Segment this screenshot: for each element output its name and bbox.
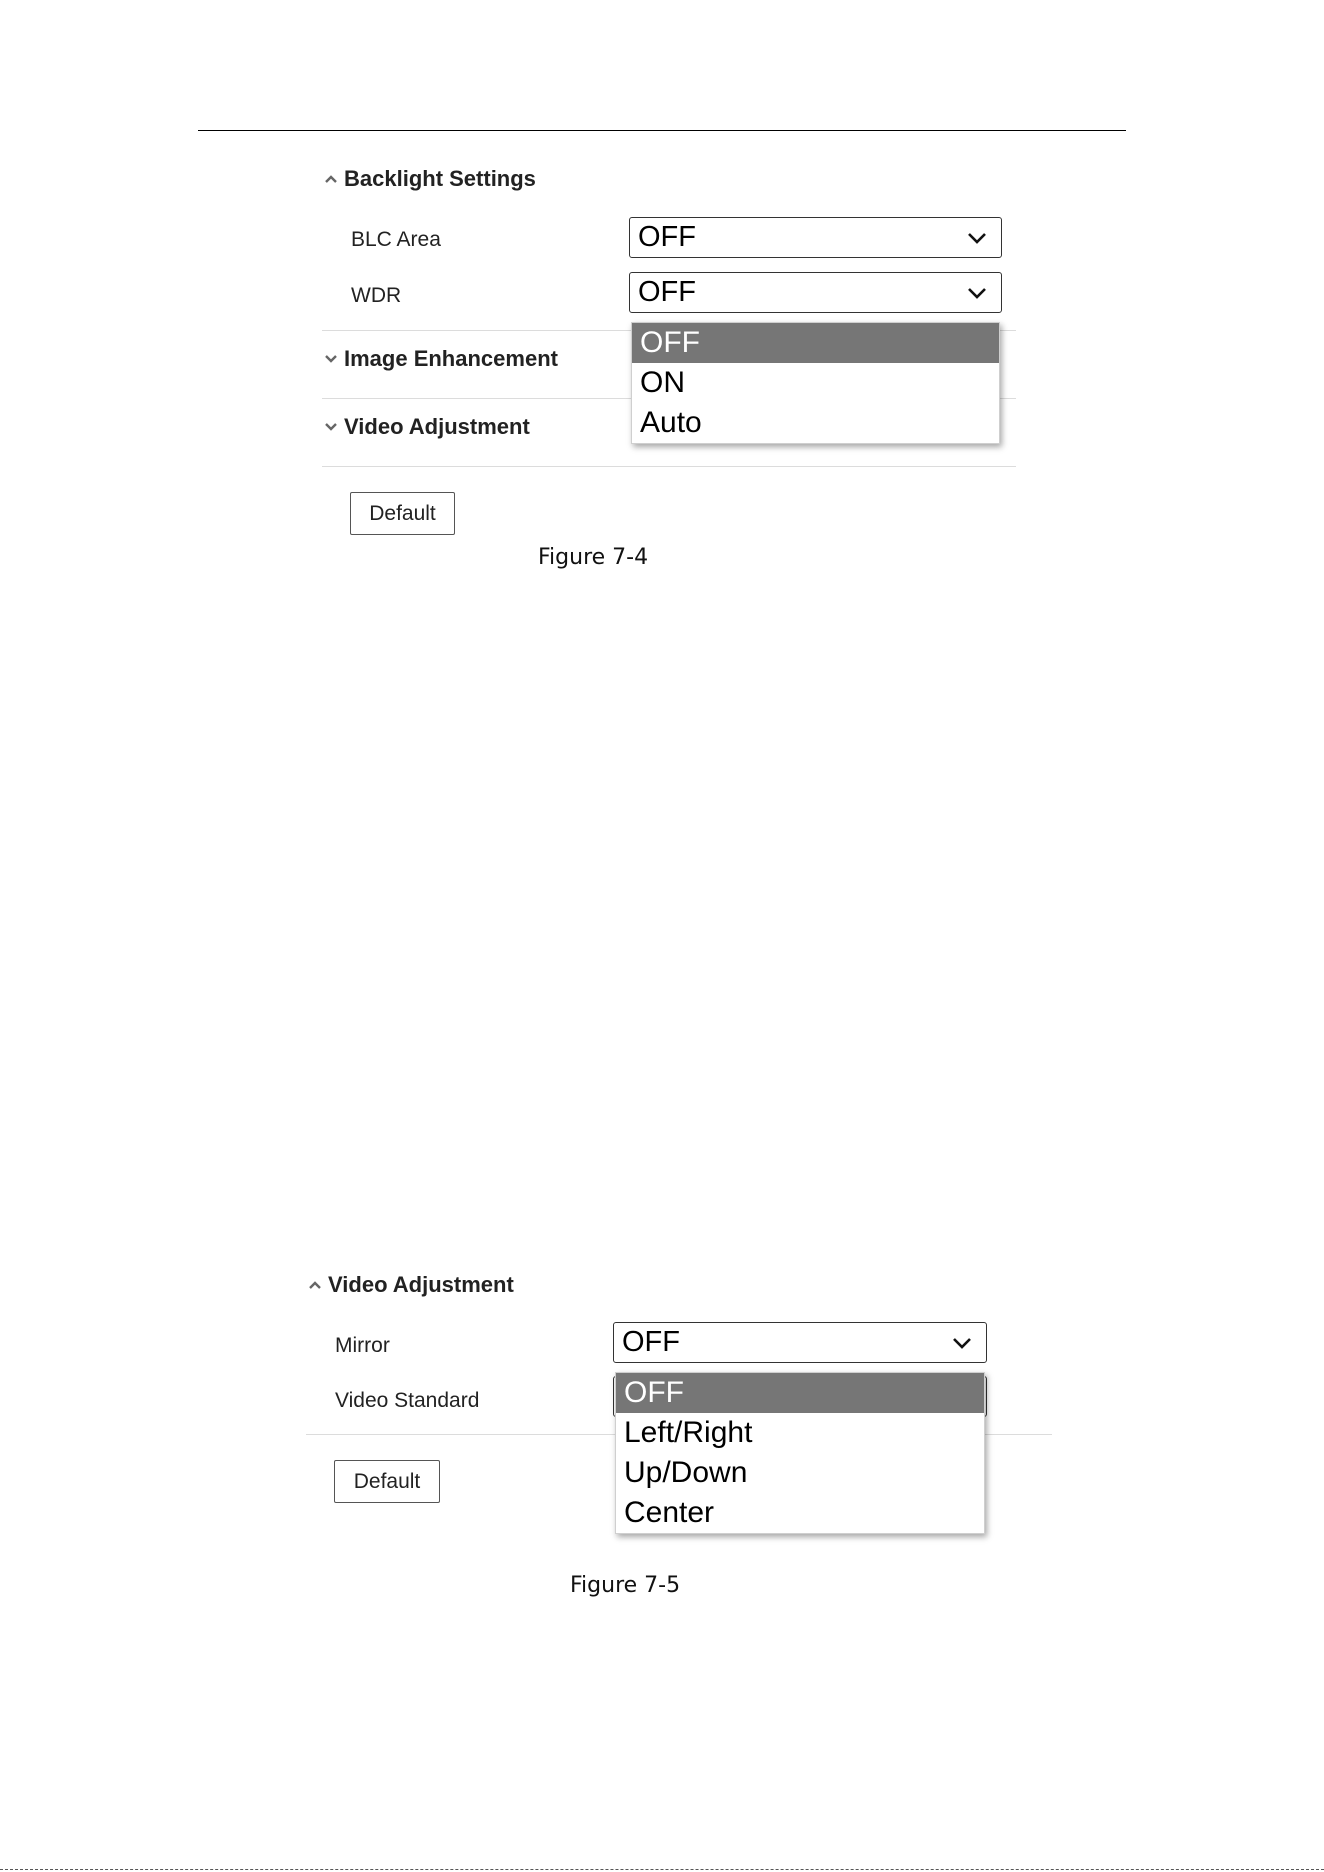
video-standard-label: Video Standard — [335, 1389, 480, 1412]
backlight-settings-header[interactable] — [322, 166, 536, 192]
default-button[interactable]: Default — [334, 1460, 440, 1503]
figure-7-5 — [0, 1260, 1324, 1620]
chevron-down-icon — [965, 226, 989, 250]
wdr-option-on[interactable]: ON — [640, 366, 685, 399]
mirror-label: Mirror — [335, 1334, 390, 1357]
default-button[interactable]: Default — [350, 492, 455, 535]
chevron-down-icon — [965, 281, 989, 305]
mirror-option-left-right[interactable]: Left/Right — [624, 1416, 753, 1449]
wdr-select[interactable] — [629, 272, 1002, 313]
mirror-option-off[interactable]: OFF — [616, 1373, 984, 1413]
mirror-option-up-down[interactable]: Up/Down — [624, 1456, 748, 1489]
blc-area-select[interactable] — [629, 217, 1002, 258]
caret-down-icon — [322, 350, 340, 368]
video-adjustment-title: Video Adjustment — [328, 1272, 514, 1297]
wdr-option-off[interactable]: OFF — [632, 323, 999, 363]
wdr-option-auto[interactable]: Auto — [640, 406, 702, 439]
wdr-value: OFF — [638, 276, 696, 308]
wdr-label: WDR — [351, 284, 402, 307]
wdr-options-list — [631, 322, 1000, 444]
caret-down-icon — [322, 418, 340, 436]
video-adjustment-header[interactable] — [306, 1272, 514, 1298]
video-adjustment-title: Video Adjustment — [344, 414, 530, 439]
mirror-option-center[interactable]: Center — [624, 1496, 715, 1529]
video-adjustment-header[interactable] — [322, 414, 530, 440]
blc-area-label: BLC Area — [351, 228, 441, 251]
blc-area-value: OFF — [638, 221, 696, 253]
section-divider — [322, 466, 1016, 467]
chevron-down-icon — [950, 1331, 974, 1355]
image-enhancement-header[interactable] — [322, 346, 558, 372]
caret-up-icon — [306, 1276, 324, 1294]
backlight-settings-title: Backlight Settings — [344, 166, 536, 191]
mirror-options-list — [615, 1372, 985, 1534]
image-enhancement-title: Image Enhancement — [344, 346, 558, 371]
figure-caption: Figure 7-5 — [570, 1573, 681, 1598]
mirror-select[interactable] — [613, 1322, 987, 1363]
caret-up-icon — [322, 170, 340, 188]
figure-7-4 — [0, 0, 1324, 580]
figure-caption: Figure 7-4 — [538, 545, 649, 570]
page-bottom-rule — [0, 1869, 1324, 1870]
mirror-value: OFF — [622, 1326, 680, 1358]
